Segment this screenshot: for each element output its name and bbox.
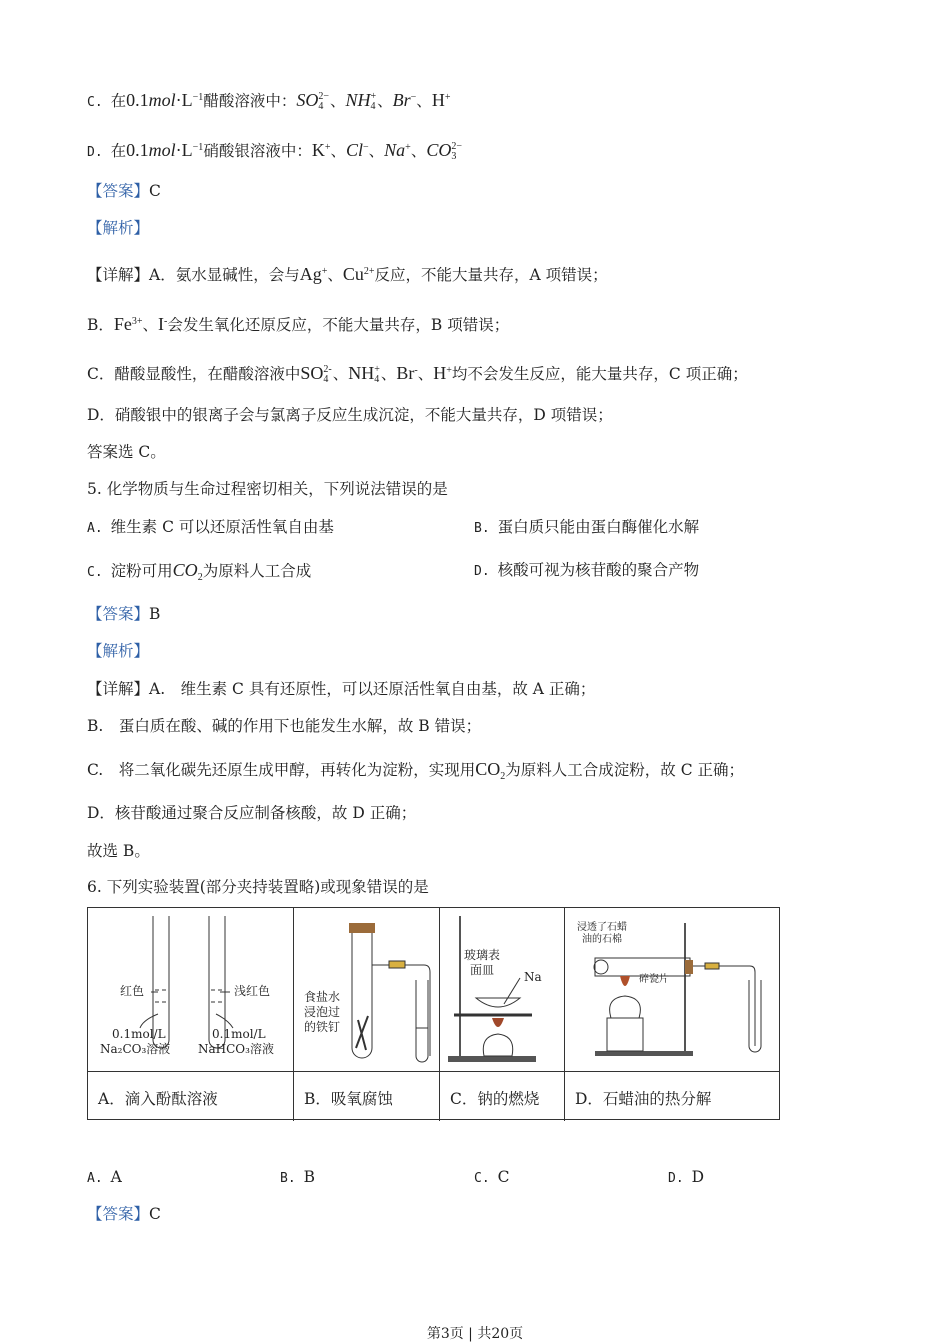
- text-segment: D.: [87, 145, 103, 161]
- text-segment: D．核苷酸通过聚合反应制备核酸，故 D 正确；: [87, 804, 417, 822]
- caption-c: C．钠的燃烧: [440, 1071, 565, 1121]
- explanation-b-q5: [87, 715, 481, 737]
- option-d-q6: [668, 1166, 704, 1190]
- text-segment: [323, 365, 331, 385]
- label-nahco3: NaHCO₃溶液: [198, 1042, 274, 1056]
- text-segment: −: [410, 92, 417, 103]
- text-segment: 0.1: [126, 140, 149, 161]
- cell-a: [88, 908, 294, 1121]
- option-d-q4: [87, 137, 463, 164]
- text-segment: 3+: [131, 316, 143, 327]
- label-watch-glass: 玻璃表 面皿: [464, 948, 501, 977]
- explanation-d-q5: [87, 802, 416, 824]
- text-segment: B．: [87, 316, 114, 335]
- caption-d: D．石蜡油的热分解: [565, 1071, 780, 1121]
- label-na2co3-conc: 0.1mol/L: [112, 1027, 166, 1041]
- option-b-q5: [474, 516, 699, 540]
- text-segment: C.: [87, 565, 103, 580]
- text-segment: 醋酸溶液中：: [203, 92, 297, 111]
- script-text: 4: [323, 374, 329, 386]
- explanation-d-q4: [87, 404, 613, 426]
- text-segment: 、: [380, 365, 397, 384]
- text-segment: 均不会发生反应，能大量共存，C 项正确；: [451, 365, 748, 384]
- text-segment: I: [158, 314, 165, 335]
- explanation-c-q5: [87, 758, 744, 788]
- text-segment: 维生素 C 可以还原活性氧自由基: [110, 518, 334, 536]
- text-segment: [374, 365, 380, 385]
- question-6: [87, 876, 429, 898]
- text-segment: 、: [377, 92, 393, 111]
- text-segment: 2: [197, 572, 203, 584]
- text-segment: D．硝酸银中的银离子会与氯离子反应生成沉淀，不能大量共存，D 项错误；: [87, 406, 613, 424]
- text-segment: C: [149, 1205, 161, 1223]
- text-segment: CO: [426, 140, 452, 161]
- text-segment: Br: [392, 90, 411, 111]
- cell-d: [565, 908, 780, 1121]
- text-segment: H: [433, 363, 447, 384]
- option-d-q5: [474, 559, 699, 583]
- text-segment: A.: [87, 1171, 103, 1186]
- label-salt-water-nail: 食盐水 浸泡过 的铁钉: [304, 990, 341, 1034]
- answer-q5: [87, 603, 160, 625]
- script-text: +: [370, 91, 377, 103]
- text-segment: 【详解】A. 维生素 C 具有还原性，可以还原活性氧自由基，故 A 正确；: [87, 680, 596, 698]
- text-segment: C．醋酸显酸性，在醋酸溶液中: [87, 365, 301, 384]
- text-segment: 2: [500, 771, 506, 783]
- explanation-a-q4: [87, 261, 608, 286]
- text-segment: 答案选 C。: [87, 443, 166, 461]
- text-segment: 为原料人工合成淀粉，故 C 正确；: [505, 761, 744, 779]
- text-segment: A.: [87, 521, 103, 536]
- text-segment: -: [164, 316, 168, 327]
- text-segment: 硝酸银溶液中：: [203, 142, 312, 161]
- text-segment: 【解析】: [87, 642, 150, 660]
- experiment-figure-table: [87, 907, 780, 1120]
- text-segment: 0.1: [126, 90, 149, 111]
- script-text: 2−: [318, 91, 329, 103]
- script-text: 2-: [323, 364, 332, 376]
- text-segment: B: [303, 1168, 316, 1186]
- text-segment: 、: [368, 142, 385, 161]
- text-segment: C: [149, 182, 161, 200]
- text-segment: 【答案】: [87, 182, 150, 200]
- cell-c: [440, 908, 565, 1121]
- label-porcelain-chips: 碎瓷片: [639, 974, 669, 985]
- text-segment: −: [363, 142, 369, 153]
- text-segment: 、: [327, 266, 343, 285]
- text-segment: Cl: [345, 140, 363, 161]
- text-segment: 、: [332, 365, 349, 384]
- text-segment: 【答案】: [87, 1205, 150, 1223]
- text-segment: 、: [329, 92, 346, 111]
- text-segment: 核酸可视为核苷酸的聚合产物: [497, 561, 700, 579]
- text-segment: Cu: [342, 264, 364, 285]
- text-segment: 故选 B。: [87, 842, 150, 860]
- text-segment: 、: [416, 92, 432, 111]
- text-segment: NH: [348, 363, 375, 384]
- text-segment: +: [405, 142, 411, 153]
- text-segment: −1: [192, 142, 204, 153]
- text-segment: D: [691, 1168, 705, 1186]
- text-segment: -: [414, 365, 418, 376]
- text-segment: 【答案】: [87, 605, 150, 623]
- text-segment: D.: [474, 564, 490, 579]
- text-segment: CO: [475, 759, 501, 779]
- text-segment: 在: [110, 92, 127, 111]
- text-segment: B.: [474, 521, 490, 536]
- option-c-q5: [87, 559, 311, 589]
- text-segment: 【详解】A．氨水显碱性，会与: [87, 266, 300, 285]
- analysis-heading-q5: [87, 640, 149, 662]
- option-b-q6: [280, 1166, 315, 1190]
- label-na: Na: [524, 970, 542, 984]
- text-segment: 会发生氧化还原反应，不能大量共存，B 项错误；: [167, 316, 510, 335]
- explanation-b-q4: [87, 311, 509, 336]
- caption-b: B．吸氧腐蚀: [294, 1071, 440, 1121]
- text-segment: 在: [110, 142, 127, 161]
- text-segment: 蛋白质只能由蛋白酶催化水解: [497, 518, 700, 536]
- caption-a: A．滴入酚酞溶液: [88, 1071, 294, 1121]
- script-text: 4: [318, 101, 324, 113]
- sodium-combustion-illustration: [440, 908, 565, 1071]
- text-segment: +: [321, 266, 328, 277]
- option-c-q4: [87, 87, 450, 114]
- cell-b: [294, 908, 440, 1121]
- question-5: [87, 478, 448, 500]
- text-segment: +: [324, 142, 331, 153]
- text-segment: 、: [330, 142, 346, 161]
- script-text: 2−: [451, 141, 462, 153]
- conclusion-q4: [87, 441, 166, 463]
- option-a-q5: [87, 516, 334, 540]
- text-segment: 、: [417, 365, 434, 384]
- conclusion-q5: [87, 840, 150, 862]
- text-segment: 6. 下列实验装置(部分夹持装置略)或现象错误的是: [87, 878, 429, 896]
- answer-q6: [87, 1203, 161, 1225]
- text-segment: 、: [410, 142, 427, 161]
- text-segment: A: [110, 1168, 122, 1186]
- text-segment: D.: [668, 1171, 684, 1186]
- label-nahco3-conc: 0.1mol/L: [212, 1027, 266, 1041]
- text-segment: [451, 142, 462, 162]
- text-segment: 【解析】: [87, 219, 150, 237]
- text-segment: C.: [87, 95, 103, 111]
- text-segment: 5. 化学物质与生命过程密切相关，下列说法错误的是: [87, 480, 448, 498]
- script-text: 4: [370, 101, 376, 113]
- label-red: 红色: [120, 984, 145, 998]
- text-segment: NH: [345, 90, 371, 111]
- text-segment: Ag: [299, 264, 322, 285]
- text-segment: +: [444, 92, 451, 103]
- text-segment: C.: [474, 1171, 490, 1186]
- label-asbestos: 浸透了石蜡 油的石棉: [577, 922, 627, 945]
- text-segment: K: [311, 140, 325, 161]
- option-a-q6: [87, 1166, 122, 1190]
- text-segment: +: [446, 365, 452, 376]
- text-segment: B.: [280, 1171, 296, 1186]
- text-segment: SO: [300, 363, 324, 384]
- text-segment: Na: [384, 140, 406, 161]
- text-segment: [318, 92, 329, 112]
- text-segment: B: [149, 605, 161, 623]
- text-segment: C. 将二氧化碳先还原生成甲醇，再转化为淀粉，实现用: [87, 761, 476, 779]
- script-text: 4: [374, 374, 380, 386]
- text-segment: 2+: [363, 266, 375, 277]
- answer-q4: [87, 180, 161, 202]
- script-text: 3: [451, 151, 457, 163]
- label-na2co3: Na₂CO₃溶液: [100, 1042, 171, 1056]
- text-segment: SO: [296, 90, 319, 111]
- text-segment: CO: [172, 560, 198, 580]
- page-footer: 第3页 | 共20页: [426, 1326, 524, 1342]
- label-light-red: 浅红色: [234, 984, 271, 998]
- text-segment: B. 蛋白质在酸、碱的作用下也能发生水解，故 B 错误；: [87, 717, 482, 735]
- text-segment: ·L: [175, 90, 193, 111]
- analysis-heading-q4: [87, 217, 149, 239]
- text-segment: mol: [148, 90, 176, 111]
- text-segment: 淀粉可用: [110, 562, 173, 580]
- script-text: +: [374, 364, 380, 376]
- text-segment: ·L: [175, 140, 193, 161]
- text-segment: −1: [192, 92, 204, 103]
- text-segment: Br: [396, 363, 415, 384]
- text-segment: [371, 92, 377, 112]
- text-segment: Fe: [113, 314, 132, 335]
- explanation-c-q4: [87, 360, 748, 385]
- text-segment: H: [431, 90, 445, 111]
- explanation-a-q5: [87, 678, 595, 700]
- text-segment: 反应，不能大量共存，A 项错误；: [374, 266, 608, 285]
- text-segment: 、: [142, 316, 159, 335]
- text-segment: C: [497, 1168, 510, 1186]
- text-segment: 为原料人工合成: [202, 562, 312, 580]
- option-c-q6: [474, 1166, 510, 1190]
- text-segment: mol: [148, 140, 176, 161]
